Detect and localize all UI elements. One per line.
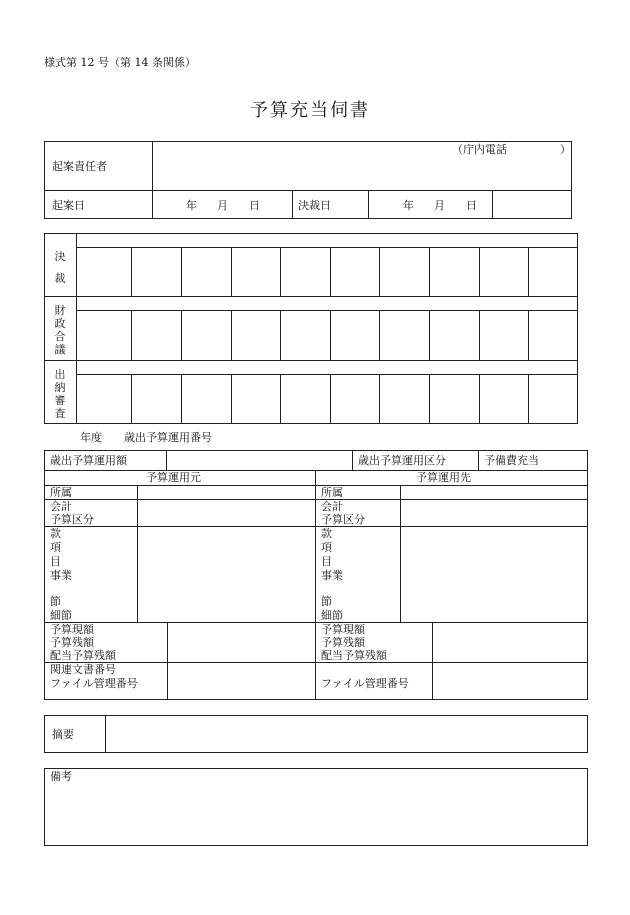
draft-year-label: 年: [186, 199, 197, 212]
source-header: 予算運用元: [146, 471, 201, 484]
dest-current-amount-label: 予算現額: [321, 623, 365, 636]
draft-month-label: 月: [217, 199, 228, 212]
form-number: 様式第 12 号（第 14 条関係）: [44, 56, 196, 69]
dest-setsu-label: 節: [321, 595, 332, 608]
dest-kou-label: 項: [321, 541, 332, 554]
decision-day-label: 日: [466, 199, 477, 212]
source-project-label: 事業: [50, 569, 72, 582]
responsible-field[interactable]: [154, 143, 570, 189]
approval-label-finance: 財 政 合 議: [54, 304, 66, 356]
dest-account-label: 会計: [321, 500, 343, 513]
fiscal-year-label: 年度: [80, 431, 102, 444]
draft-date-label: 起案日: [52, 199, 85, 212]
dest-header: 予算運用先: [416, 471, 471, 484]
source-related-doc-label: 関連文書番号: [50, 663, 116, 676]
dest-file-number-label: ファイル管理番号: [321, 677, 409, 690]
amount-label: 歳出予算運用額: [50, 454, 127, 467]
source-moku-label: 目: [50, 555, 61, 568]
decision-year-label: 年: [403, 199, 414, 212]
source-affiliation-label: 所属: [50, 486, 72, 499]
dest-remaining-label: 予算残額: [321, 636, 365, 649]
reserve-label: 予備費充当: [484, 454, 539, 467]
amount-field[interactable]: [168, 451, 351, 469]
phone-close: ）: [560, 143, 571, 156]
phone-label: （庁内電話: [452, 143, 507, 156]
dest-moku-label: 目: [321, 555, 332, 568]
dest-project-label: 事業: [321, 569, 343, 582]
remarks-field[interactable]: [46, 784, 586, 844]
approval-label-decision: 決 裁: [54, 250, 66, 285]
responsible-label: 起案責任者: [52, 160, 107, 173]
source-account-label: 会計: [50, 500, 72, 513]
source-budget-class-label: 予算区分: [50, 513, 94, 526]
source-setsu-label: 節: [50, 595, 61, 608]
page-title: 予算充当伺書: [250, 100, 370, 121]
source-file-number-label: ファイル管理番号: [50, 677, 138, 690]
decision-date-label: 決裁日: [298, 199, 331, 212]
remarks-label: 備考: [50, 770, 72, 783]
dest-allocated-label: 配当予算残額: [321, 649, 387, 662]
source-saisetsu-label: 細節: [50, 609, 72, 622]
dest-affiliation-label: 所属: [321, 486, 343, 499]
operation-number-label: 歳出予算運用番号: [124, 431, 212, 444]
draft-day-label: 日: [249, 199, 260, 212]
summary-field[interactable]: [107, 717, 586, 751]
dest-saisetsu-label: 細節: [321, 609, 343, 622]
summary-label: 摘要: [52, 728, 74, 741]
category-label: 歳出予算運用区分: [358, 454, 446, 467]
source-remaining-label: 予算残額: [50, 636, 94, 649]
source-kan-label: 款: [50, 527, 61, 540]
source-current-amount-label: 予算現額: [50, 623, 94, 636]
dest-budget-class-label: 予算区分: [321, 513, 365, 526]
source-kou-label: 項: [50, 541, 61, 554]
decision-month-label: 月: [434, 199, 445, 212]
dest-kan-label: 款: [321, 527, 332, 540]
approval-label-treasury: 出 納 審 査: [54, 368, 66, 420]
source-allocated-label: 配当予算残額: [50, 649, 116, 662]
